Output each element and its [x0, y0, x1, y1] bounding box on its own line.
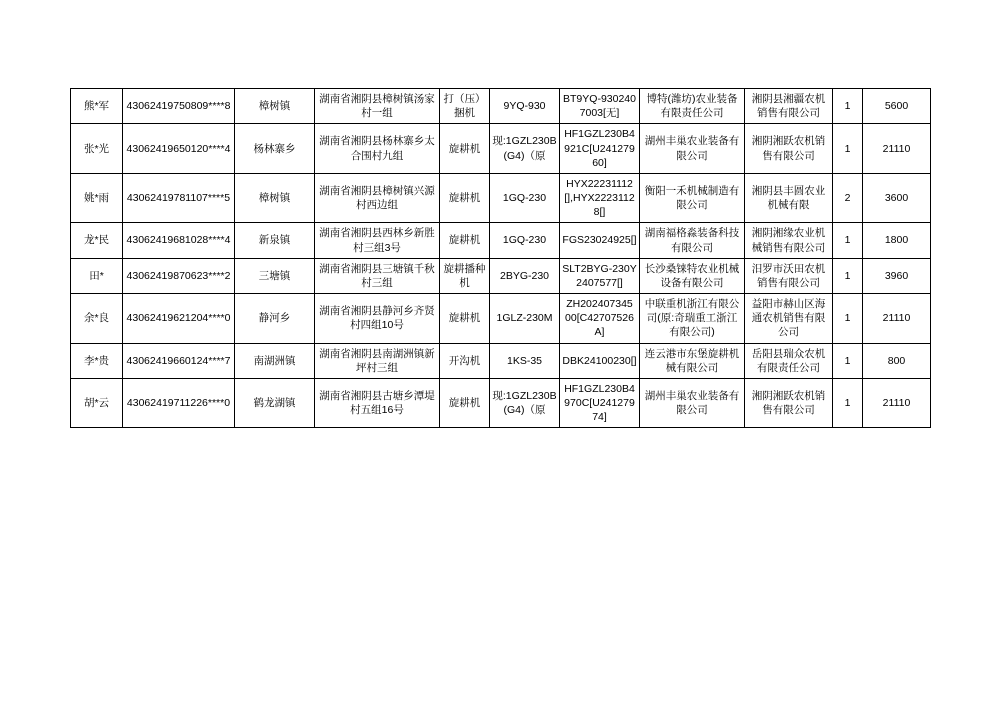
cell-machine-type: 旋耕机	[440, 294, 490, 344]
cell-machine-serial: ZH202407345 00[C42707526A]	[560, 294, 640, 344]
cell-machine-serial: FGS23024925[]	[560, 223, 640, 258]
cell-subsidy-amount: 21110	[863, 124, 931, 174]
cell-town: 鹤龙湖镇	[235, 378, 315, 428]
table-row	[71, 124, 931, 174]
cell-subsidy-amount: 800	[863, 343, 931, 378]
cell-machine-serial: BT9YQ-9302407003[无]	[560, 89, 640, 124]
cell-address: 湖南省湘阴县杨林寨乡太合围村九组	[315, 124, 440, 174]
cell-id-number: 43062419621204****0	[123, 294, 235, 344]
cell-machine-serial: DBK24100230[]	[560, 343, 640, 378]
cell-address: 湖南省湘阴县古塘乡潭堤村五组16号	[315, 378, 440, 428]
table-row	[71, 294, 931, 344]
cell-seller: 湘阴湘缘农业机械销售有限公司	[745, 223, 833, 258]
cell-town: 南湖洲镇	[235, 343, 315, 378]
cell-seller: 岳阳县瑞众农机有限责任公司	[745, 343, 833, 378]
cell-quantity: 2	[833, 173, 863, 223]
cell-seller: 湘阴县湘疆农机销售有限公司	[745, 89, 833, 124]
table-body	[71, 89, 931, 428]
cell-id-number: 43062419711226****0	[123, 378, 235, 428]
cell-town: 静河乡	[235, 294, 315, 344]
cell-town: 杨林寨乡	[235, 124, 315, 174]
cell-machine-serial: HYX22231112[],HYX22231128[]	[560, 173, 640, 223]
cell-machine-model: 现:1GZL230B(G4)（原	[490, 378, 560, 428]
subsidy-table-container	[70, 88, 930, 428]
cell-quantity: 1	[833, 258, 863, 293]
cell-purchaser-name: 李*贵	[71, 343, 123, 378]
cell-machine-type: 开沟机	[440, 343, 490, 378]
cell-purchaser-name: 熊*军	[71, 89, 123, 124]
table-row	[71, 223, 931, 258]
table-row	[71, 258, 931, 293]
cell-manufacturer: 湖州丰巢农业装备有限公司	[640, 124, 745, 174]
cell-id-number: 43062419870623****2	[123, 258, 235, 293]
cell-purchaser-name: 胡*云	[71, 378, 123, 428]
cell-subsidy-amount: 21110	[863, 294, 931, 344]
cell-machine-model: 9YQ-930	[490, 89, 560, 124]
cell-purchaser-name: 田*	[71, 258, 123, 293]
cell-machine-serial: HF1GZL230B4970C[U24127974]	[560, 378, 640, 428]
cell-machine-type: 打（压）捆机	[440, 89, 490, 124]
cell-subsidy-amount: 5600	[863, 89, 931, 124]
cell-town: 樟树镇	[235, 173, 315, 223]
cell-purchaser-name: 张*光	[71, 124, 123, 174]
cell-subsidy-amount: 1800	[863, 223, 931, 258]
cell-machine-model: 1KS-35	[490, 343, 560, 378]
cell-quantity: 1	[833, 223, 863, 258]
cell-seller: 汨罗市沃田农机销售有限公司	[745, 258, 833, 293]
cell-seller: 湘阴湘跃农机销售有限公司	[745, 124, 833, 174]
cell-address: 湖南省湘阴县西林乡新胜村三组3号	[315, 223, 440, 258]
cell-machine-type: 旋耕机	[440, 223, 490, 258]
table-row	[71, 173, 931, 223]
cell-manufacturer: 衡阳一禾机械制造有限公司	[640, 173, 745, 223]
cell-address: 湖南省湘阴县静河乡齐贤村四组10号	[315, 294, 440, 344]
cell-subsidy-amount: 21110	[863, 378, 931, 428]
cell-manufacturer: 连云港市东堡旋耕机械有限公司	[640, 343, 745, 378]
cell-subsidy-amount: 3600	[863, 173, 931, 223]
cell-quantity: 1	[833, 343, 863, 378]
cell-seller: 益阳市赫山区海通农机销售有限公司	[745, 294, 833, 344]
cell-machine-type: 旋耕机	[440, 124, 490, 174]
cell-quantity: 1	[833, 378, 863, 428]
cell-machine-type: 旋耕机	[440, 173, 490, 223]
cell-id-number: 43062419681028****4	[123, 223, 235, 258]
cell-id-number: 43062419750809****8	[123, 89, 235, 124]
cell-machine-model: 1GQ-230	[490, 223, 560, 258]
cell-manufacturer: 长沙桑铼特农业机械设备有限公司	[640, 258, 745, 293]
cell-id-number: 43062419781107****5	[123, 173, 235, 223]
cell-machine-model: 1GLZ-230M	[490, 294, 560, 344]
cell-id-number: 43062419660124****7	[123, 343, 235, 378]
cell-id-number: 43062419650120****4	[123, 124, 235, 174]
cell-purchaser-name: 姚*雨	[71, 173, 123, 223]
cell-manufacturer: 湖南福格淼装备科技有限公司	[640, 223, 745, 258]
cell-manufacturer: 湖州丰巢农业装备有限公司	[640, 378, 745, 428]
cell-seller: 湘阴县丰圆农业机械有限	[745, 173, 833, 223]
cell-subsidy-amount: 3960	[863, 258, 931, 293]
cell-seller: 湘阴湘跃农机销售有限公司	[745, 378, 833, 428]
cell-purchaser-name: 龙*民	[71, 223, 123, 258]
cell-address: 湖南省湘阴县樟树镇兴源村西边组	[315, 173, 440, 223]
cell-machine-serial: SLT2BYG-230Y2407577[]	[560, 258, 640, 293]
cell-quantity: 1	[833, 89, 863, 124]
cell-town: 新泉镇	[235, 223, 315, 258]
cell-machine-model: 1GQ-230	[490, 173, 560, 223]
cell-machine-serial: HF1GZL230B4921C[U24127960]	[560, 124, 640, 174]
table-row	[71, 343, 931, 378]
cell-town: 三塘镇	[235, 258, 315, 293]
cell-town: 樟树镇	[235, 89, 315, 124]
cell-quantity: 1	[833, 294, 863, 344]
cell-purchaser-name: 余*良	[71, 294, 123, 344]
table-row	[71, 378, 931, 428]
table-row	[71, 89, 931, 124]
cell-address: 湖南省湘阴县三塘镇千秋村三组	[315, 258, 440, 293]
cell-manufacturer: 博特(潍坊)农业装备有限责任公司	[640, 89, 745, 124]
cell-machine-model: 现:1GZL230B(G4)（原	[490, 124, 560, 174]
subsidy-table	[70, 88, 931, 428]
cell-manufacturer: 中联重机浙江有限公司(原:奇瑞重工浙江有限公司)	[640, 294, 745, 344]
cell-machine-type: 旋耕播种机	[440, 258, 490, 293]
cell-address: 湖南省湘阴县南湖洲镇新坪村三组	[315, 343, 440, 378]
cell-address: 湖南省湘阴县樟树镇汤家村一组	[315, 89, 440, 124]
cell-machine-model: 2BYG-230	[490, 258, 560, 293]
cell-machine-type: 旋耕机	[440, 378, 490, 428]
cell-quantity: 1	[833, 124, 863, 174]
